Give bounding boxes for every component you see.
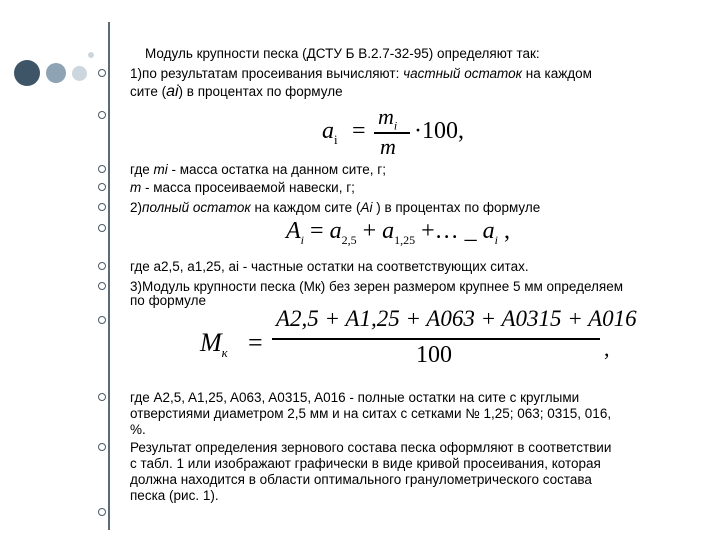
text-line-12: %. (130, 422, 146, 437)
text-line-3: сите (ai) в процентах по формуле (130, 83, 343, 100)
bullet-icon (98, 262, 106, 270)
bullet-icon (98, 316, 106, 324)
bullet-icon (98, 183, 106, 191)
text-line-5: m - масса просеиваемой навески, г; (130, 180, 355, 195)
text-line-14: с табл. 1 или изображают графически в виде кривой просеивания, которая (130, 456, 601, 471)
text-line-9: по формуле (130, 293, 206, 308)
vertical-divider (108, 22, 110, 530)
text-line-8: 3)Модуль крупности песка (Мк) без зерен размером крупнее 5 мм определяем (130, 279, 624, 294)
decorative-circle-tiny (88, 52, 94, 58)
formula-partial-residue: $a_i$ = $m_i$ m ·100, (322, 104, 464, 159)
text-line-13: Результат определения зернового состава песка оформляют в соответствии (130, 440, 612, 455)
bullet-icon (98, 224, 106, 232)
text-line-2: 1)по результатам просеивания вычисляют: частный остаток на каждом (130, 66, 592, 81)
text-line-1: Модуль крупности песка (ДСТУ Б В.2.7-32-95) определяют так: (145, 46, 540, 61)
bullet-icon (98, 69, 106, 77)
decorative-circle-mid (46, 63, 66, 83)
bullet-icon (98, 393, 106, 401)
text-line-16: песка (рис. 1). (130, 488, 219, 503)
bullet-icon (98, 282, 106, 290)
text-line-6: 2)полный остаток на каждом сите (Ai ) в процентах по формуле (130, 200, 541, 215)
text-line-4: где mi - масса остатка на данном сите, г; (130, 162, 386, 177)
decorative-circle-large (14, 60, 40, 86)
text-line-11: отверстиями диаметром 2,5 мм и на ситах с сетками № 1,25; 063; 0315, 016, (130, 406, 612, 421)
text-line-15: должна находится в области оптимального гранулометрического состава (130, 472, 592, 487)
text-line-10: где A2,5, A1,25, A063, A0315, A016 - полные остатки на сите с круглыми (130, 390, 580, 405)
bullet-icon (98, 508, 106, 516)
bullet-icon (98, 203, 106, 211)
bullet-icon (98, 111, 106, 119)
formula-full-residue: $A_i = a_{2,5} + a_{1,25}$ +… _ $a_i$ , (286, 218, 510, 247)
formula-fineness-modulus: $M_к$ = A2,5 + A1,25 + A063 + A0315 + A016 100 , (200, 306, 637, 368)
text-line-7: где a2,5, a1,25, ai - частные остатки на соответствующих ситах. (130, 259, 529, 274)
bullet-icon (98, 165, 106, 173)
decorative-circle-small (72, 66, 87, 81)
bullet-icon (98, 443, 106, 451)
